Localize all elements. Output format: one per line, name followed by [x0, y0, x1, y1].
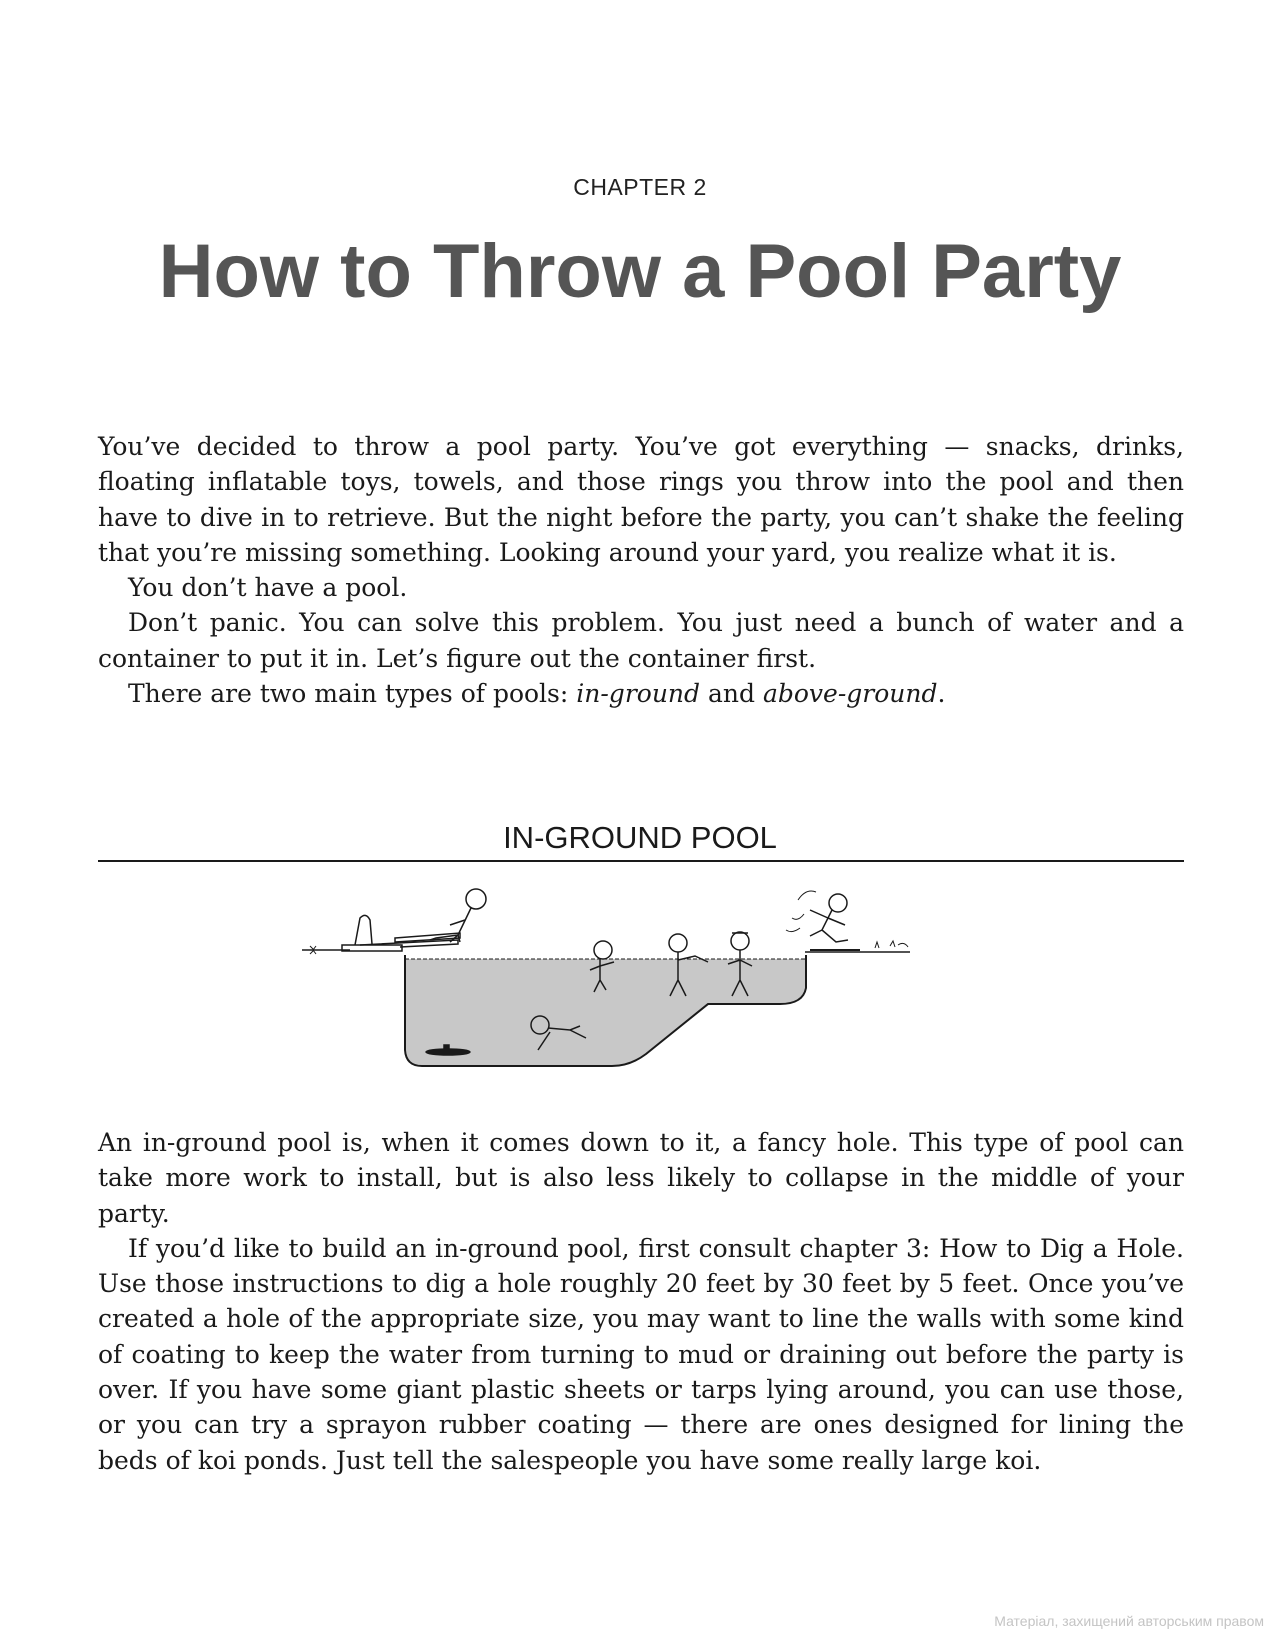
intro-paragraph-4	[98, 676, 1184, 711]
diving-board	[342, 915, 460, 951]
chapter-title: How to Throw a Pool Party	[158, 229, 1122, 314]
intro-paragraph-1: You’ve decided to throw a pool party. You’ve got everything — snacks, drinks, floating inflatable toys, towels, and those rings you throw into the pool and then have to dive in to retrieve. But the night before the party, you can’t shake the feeling that you’re missing something. Looking around your yard, you realize what it is.	[98, 432, 1184, 567]
chapter-label: CHAPTER 2	[573, 174, 707, 200]
section-paragraph-2: If you’d like to build an in-ground pool, first consult chapter 3: How to Dig a Hole. Use those instructions to dig a hole roughly 20 feet by 30 feet by 5 feet. Once you’ve created a hole of the appropriate size, you may want to line the walls with some kind of coating to keep the water from turning to mud or draining out before the party is over. If you have some giant plastic sheets or tarps lying around, you can use those, or you can try a sprayon rubber coating — there are ones designed for lining the beds of koi ponds. Just tell the salespeople you have some really large koi.	[98, 1233, 1184, 1475]
term-above-ground: above-ground	[762, 679, 938, 709]
in-ground-section-body	[98, 1125, 1184, 1478]
jumping-figure	[786, 891, 848, 942]
intro-p4-mid: and	[700, 679, 763, 709]
section-heading: IN-GROUND POOL	[503, 820, 777, 855]
intro-p4-lead: There are two main types of pools:	[128, 679, 577, 709]
intro-paragraph-2: You don’t have a pool.	[128, 573, 408, 603]
section-paragraph-1: An in-ground pool is, when it comes down to it, a fancy hole. This type of pool can take more work to install, but is also less likely to collapse in the middle of your party.	[98, 1128, 1184, 1228]
intro-p4-end: .	[937, 679, 946, 709]
intro-section	[98, 429, 1184, 711]
intro-paragraph-3: Don’t panic. You can solve this problem. You just need a bunch of water and a container to put it in. Let’s figure out the container first.	[98, 608, 1184, 673]
section-divider	[98, 860, 1184, 862]
copyright-watermark: Матеріал, захищений авторським правом	[994, 1613, 1264, 1629]
pool-illustration	[300, 880, 980, 1100]
term-in-ground: in-ground	[576, 679, 701, 709]
